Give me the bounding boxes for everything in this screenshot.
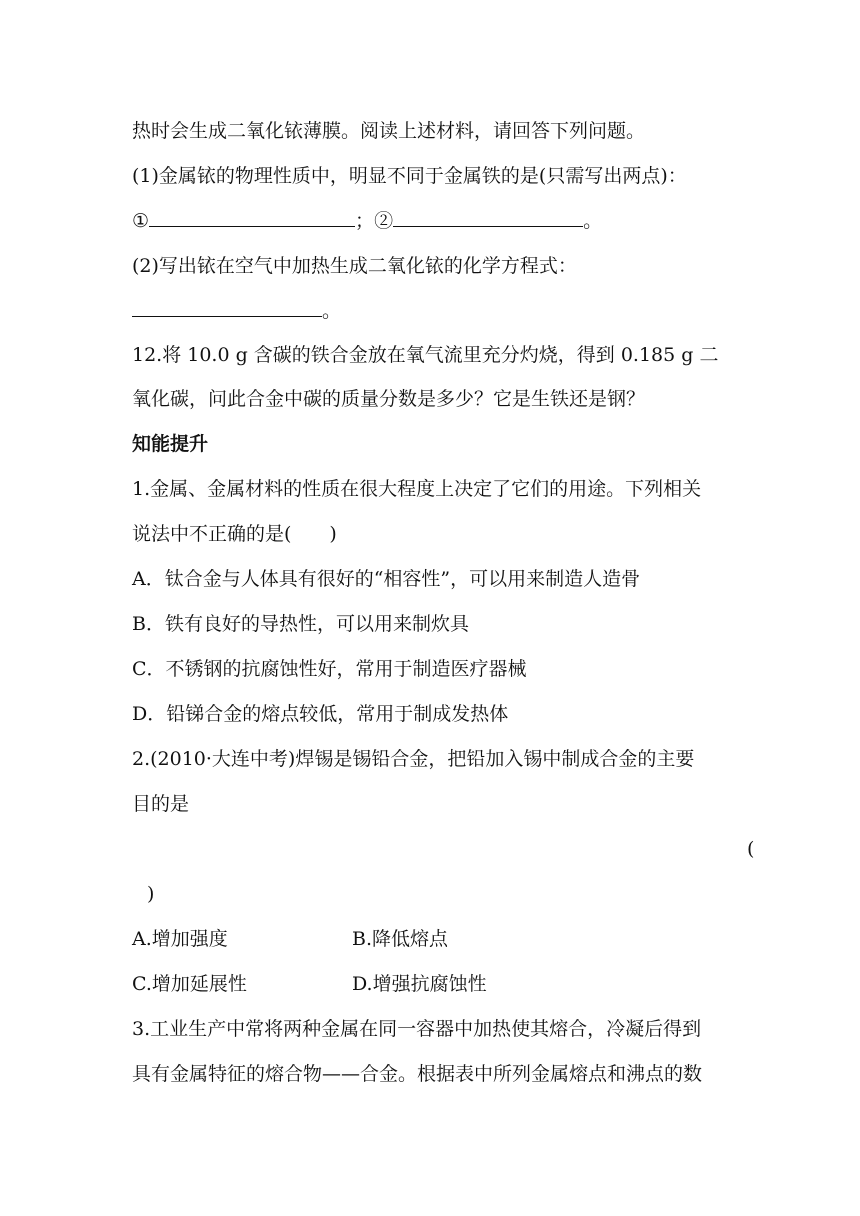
q11-part1: (1)金属铱的物理性质中，明显不同于金属铁的是(只需写出两点)： (132, 165, 687, 187)
p2-option-a: A.增加强度 (132, 928, 228, 950)
q12-line2: 氧化碳，问此合金中碳的质量分数是多少？它是生铁还是钢？ (132, 388, 646, 410)
blank1-prefix: ① (132, 210, 150, 232)
p2-line2: 目的是 (132, 793, 190, 815)
p1-line2: 说法中不正确的是( ) (132, 523, 337, 545)
p2-options-row-1 (132, 926, 228, 952)
p1-option-d: D．铅锑合金的熔点较低，常用于制成发热体 (132, 703, 509, 725)
blank2-prefix: ② (374, 210, 394, 232)
p2-option-d: D.增强抗腐蚀性 (352, 973, 487, 995)
p1-option-b: B．铁有良好的导热性，可以用来制炊具 (132, 613, 469, 635)
p2-line1: 2.(2010·大连中考)焊锡是锡铅合金，把铅加入锡中制成合金的主要 (132, 748, 695, 770)
p3-line1: 3.工业生产中常将两种金属在同一容器中加热使其熔合，冷凝后得到 (132, 1018, 702, 1040)
answer-blank-2[interactable] (393, 208, 583, 227)
p2-paren-open: ( (747, 838, 755, 860)
blank-separator: ； (355, 210, 375, 232)
answer-blank-1[interactable] (149, 208, 355, 227)
part2-end-mark: 。 (322, 300, 342, 322)
p1-line1: 1.金属、金属材料的性质在很大程度上决定了它们的用途。下列相关 (132, 478, 702, 500)
p1-option-c: C．不锈钢的抗腐蚀性好，常用于制造医疗器械 (132, 658, 527, 680)
p3-line2: 具有金属特征的熔合物——合金。根据表中所列金属熔点和沸点的数 (132, 1063, 703, 1085)
p2-option-c: C.增加延展性 (132, 973, 247, 995)
blank-end-mark: 。 (583, 210, 603, 232)
p2-paren-close: ) (147, 883, 155, 905)
intro-line: 热时会生成二氧化铱薄膜。阅读上述材料，请回答下列问题。 (132, 120, 646, 142)
p2-option-b: B.降低熔点 (352, 928, 449, 950)
q11-part2-answer-line (132, 298, 341, 324)
answer-blank-3[interactable] (132, 298, 322, 317)
section-title: 知能提升 (132, 433, 209, 455)
p1-option-a: A．钛合金与人体具有很好的“相容性”，可以用来制造人造骨 (132, 568, 641, 590)
q12-line1: 12.将 10.0 g 含碳的铁合金放在氧气流里充分灼烧，得到 0.185 g 二 (132, 344, 719, 366)
q11-blanks-line (132, 208, 602, 234)
q11-part2: (2)写出铱在空气中加热生成二氧化铱的化学方程式： (132, 255, 577, 277)
